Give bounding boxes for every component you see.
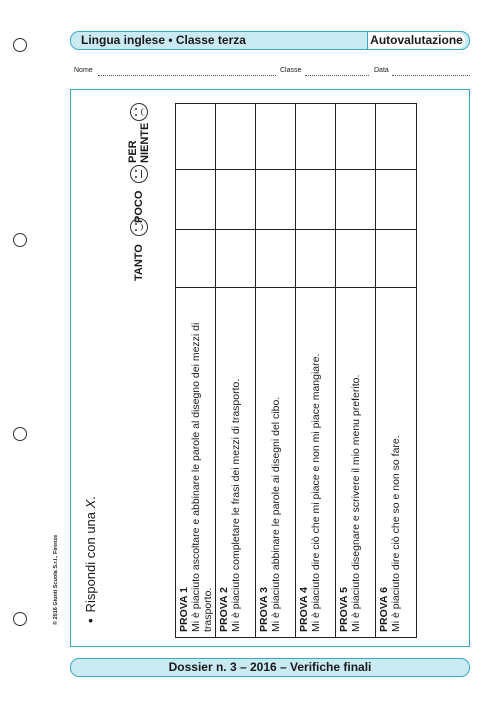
prova-cell-1 <box>176 288 216 638</box>
prova-text-4: Mi è piaciuto dire ciò che mi piace e non mi piace mangiare. <box>310 353 322 632</box>
instruction <box>83 496 98 623</box>
cell-prova4-poco[interactable] <box>296 170 336 230</box>
header-bar <box>70 31 470 50</box>
cell-prova5-poco[interactable] <box>336 170 376 230</box>
column-label-per-niente: PER NIENTE <box>127 122 151 163</box>
self-evaluation-table <box>175 103 416 637</box>
prova-cell-5 <box>336 288 376 638</box>
copyright-note: © 2016 Giunti Scuola S.r.l., Firenze <box>53 534 59 625</box>
prova-text-6: Mi è piaciuto dire ciò che so e non so fare. <box>390 435 402 632</box>
binder-hole-1 <box>13 38 27 52</box>
cell-prova4-per-niente[interactable] <box>296 104 336 170</box>
cell-prova1-tanto[interactable] <box>176 230 216 288</box>
prova-cell-3 <box>256 288 296 638</box>
prova-label-5: PROVA 5 <box>338 587 350 632</box>
cell-prova2-poco[interactable] <box>216 170 256 230</box>
instruction-end: . <box>83 496 98 500</box>
cell-prova6-tanto[interactable] <box>376 230 417 288</box>
instruction-text: Rispondi con una <box>83 508 98 613</box>
cell-prova5-per-niente[interactable] <box>336 104 376 170</box>
data-field[interactable] <box>392 75 470 76</box>
prova-text-3: Mi è piaciuto abbinare le parole ai disegni del cibo. <box>270 396 282 632</box>
column-header-per-niente <box>106 103 172 169</box>
prova-label-2: PROVA 2 <box>218 587 230 632</box>
rating-row-poco <box>176 170 417 230</box>
cell-prova1-poco[interactable] <box>176 170 216 230</box>
prova-label-3: PROVA 3 <box>258 587 270 632</box>
cell-prova3-poco[interactable] <box>256 170 296 230</box>
binder-hole-3 <box>13 427 27 441</box>
column-label-tanto: TANTO <box>133 244 145 281</box>
cell-prova3-per-niente[interactable] <box>256 104 296 170</box>
rating-row-per-niente <box>176 104 417 170</box>
prova-label-1: PROVA 1 <box>178 587 190 632</box>
header-tag: Autovalutazione <box>367 32 465 49</box>
happy-face-icon <box>130 218 148 236</box>
classe-label: Classe <box>280 67 302 74</box>
prova-text-5: Mi è piaciuto disegnare e scrivere il mio menu preferito. <box>350 374 362 632</box>
cell-prova6-poco[interactable] <box>376 170 417 230</box>
prova-label-4: PROVA 4 <box>298 587 310 632</box>
cell-prova4-tanto[interactable] <box>296 230 336 288</box>
prova-label-6: PROVA 6 <box>378 587 390 632</box>
cell-prova3-tanto[interactable] <box>256 230 296 288</box>
neutral-face-icon <box>130 165 148 183</box>
column-header-tanto <box>106 229 172 287</box>
cell-prova5-tanto[interactable] <box>336 230 376 288</box>
prova-text-1: Mi è piaciuto ascoltare e abbinare le parole al disegno dei mezzi di trasporto. <box>190 322 214 632</box>
binder-hole-4 <box>13 612 27 626</box>
binder-hole-2 <box>13 233 27 247</box>
nome-field[interactable] <box>98 75 276 76</box>
cell-prova1-per-niente[interactable] <box>176 104 216 170</box>
instruction-bullet: • <box>83 618 98 623</box>
header-title: Lingua inglese • Classe terza <box>81 33 246 47</box>
cell-prova2-tanto[interactable] <box>216 230 256 288</box>
data-label: Data <box>374 67 389 74</box>
identification-line <box>74 67 470 79</box>
instruction-x: X <box>83 499 98 509</box>
prova-cell-2 <box>216 288 256 638</box>
classe-field[interactable] <box>305 75 369 76</box>
prova-cell-4 <box>296 288 336 638</box>
prova-text-2: Mi è piaciuto completare le frasi dei mezzi di trasporto. <box>230 378 242 632</box>
cell-prova2-per-niente[interactable] <box>216 104 256 170</box>
prova-text-row <box>176 288 417 638</box>
column-label-poco: POCO <box>133 190 145 223</box>
sad-face-icon <box>130 103 148 121</box>
cell-prova6-per-niente[interactable] <box>376 104 417 170</box>
rating-row-tanto <box>176 230 417 288</box>
prova-cell-6 <box>376 288 417 638</box>
nome-label: Nome <box>74 67 93 74</box>
footer-bar: Dossier n. 3 – 2016 – Verifiche finali <box>70 658 470 677</box>
